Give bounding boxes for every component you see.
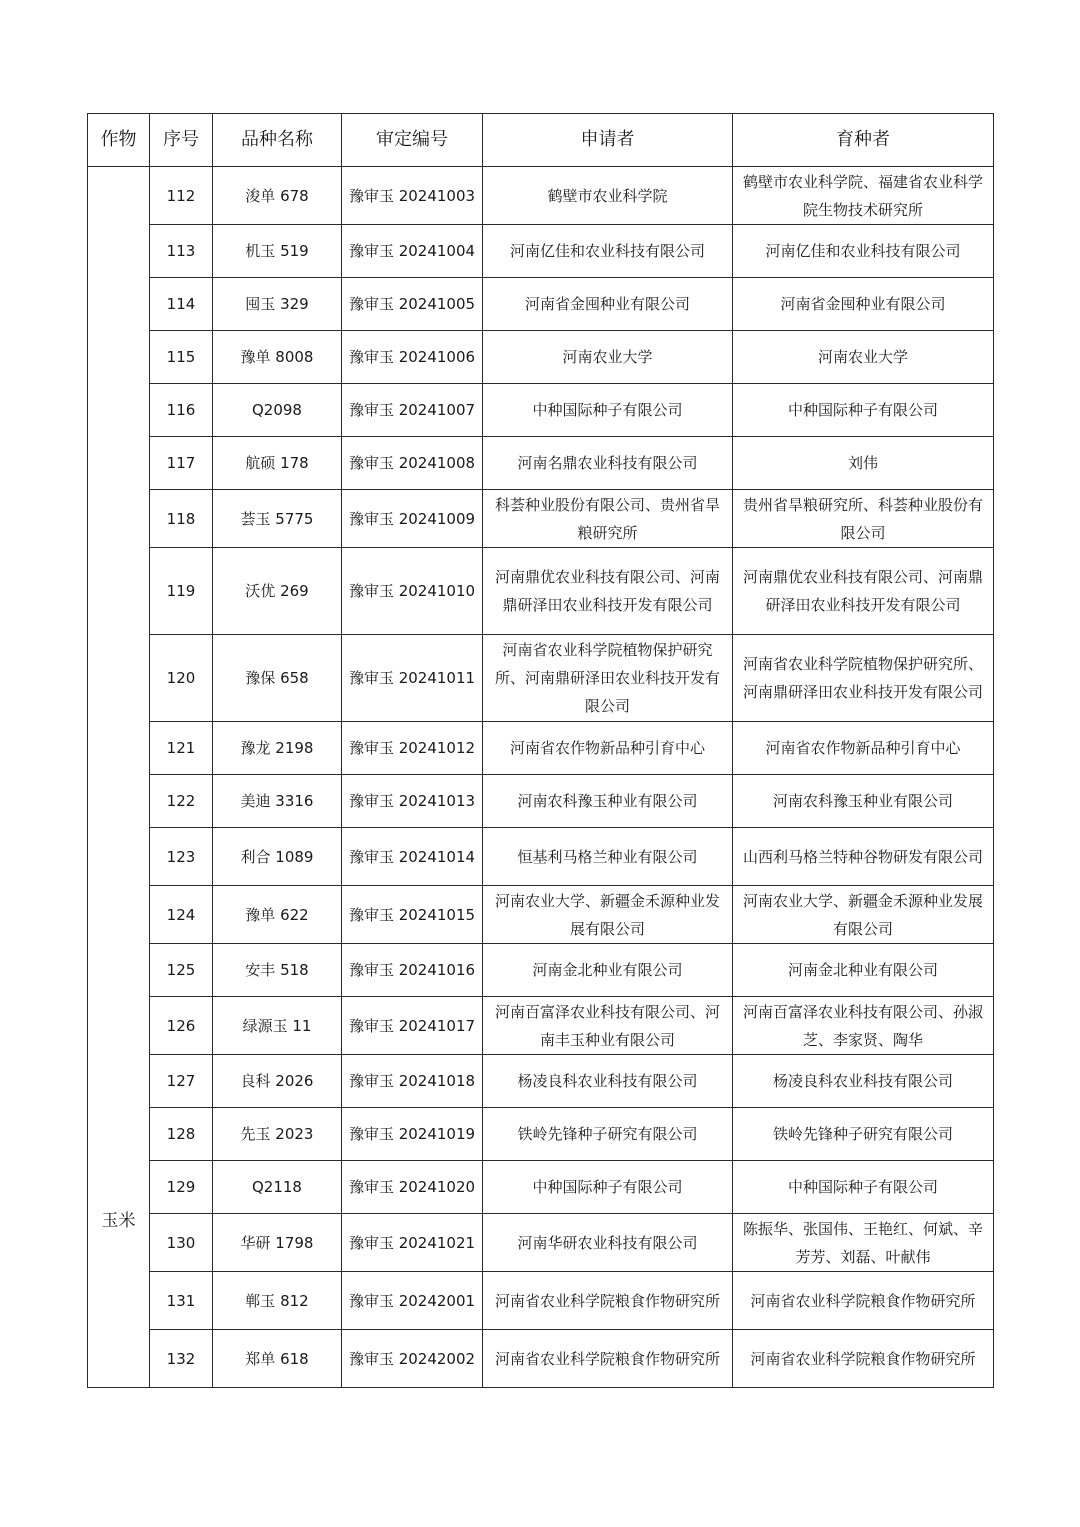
cell-applicant: 河南金北种业有限公司: [483, 944, 733, 997]
table-row: [88, 828, 994, 886]
table-row: [88, 1108, 994, 1161]
cell-breeder: 河南省金囤种业有限公司: [733, 278, 994, 331]
cell-variety-name: 航硕 178: [213, 437, 342, 490]
cell-serial-number: 120: [150, 635, 213, 722]
table-row: [88, 225, 994, 278]
cell-variety-name: 豫单 8008: [213, 331, 342, 384]
table-row: [88, 944, 994, 997]
cell-serial-number: 132: [150, 1330, 213, 1388]
cell-breeder: 中种国际种子有限公司: [733, 1161, 994, 1214]
table-row: [88, 167, 994, 225]
cell-variety-name: 良科 2026: [213, 1055, 342, 1108]
cell-approval-number: 豫审玉 20241013: [342, 775, 483, 828]
header-crop: 作物: [88, 114, 150, 167]
cell-serial-number: 119: [150, 548, 213, 635]
cell-approval-number: 豫审玉 20241004: [342, 225, 483, 278]
cell-applicant: 河南华研农业科技有限公司: [483, 1214, 733, 1272]
table-row: [88, 490, 994, 548]
cell-approval-number: 豫审玉 20241016: [342, 944, 483, 997]
cell-breeder: 杨凌良科农业科技有限公司: [733, 1055, 994, 1108]
cell-breeder: 铁岭先锋种子研究有限公司: [733, 1108, 994, 1161]
cell-approval-number: 豫审玉 20241005: [342, 278, 483, 331]
cell-approval-number: 豫审玉 20241015: [342, 886, 483, 944]
cell-applicant: 河南省金囤种业有限公司: [483, 278, 733, 331]
cell-applicant: 河南亿佳和农业科技有限公司: [483, 225, 733, 278]
cell-applicant: 铁岭先锋种子研究有限公司: [483, 1108, 733, 1161]
cell-approval-number: 豫审玉 20241021: [342, 1214, 483, 1272]
table-header-row: [88, 114, 994, 167]
table-row: [88, 548, 994, 635]
table-row: [88, 1161, 994, 1214]
cell-variety-name: 豫保 658: [213, 635, 342, 722]
cell-approval-number: 豫审玉 20242002: [342, 1330, 483, 1388]
cell-serial-number: 116: [150, 384, 213, 437]
cell-approval-number: 豫审玉 20241003: [342, 167, 483, 225]
cell-approval-number: 豫审玉 20241018: [342, 1055, 483, 1108]
cell-approval-number: 豫审玉 20241014: [342, 828, 483, 886]
cell-applicant: 河南农业大学、新疆金禾源种业发展有限公司: [483, 886, 733, 944]
cell-variety-name: 安丰 518: [213, 944, 342, 997]
cell-applicant: 科荟种业股份有限公司、贵州省旱粮研究所: [483, 490, 733, 548]
cell-breeder: 河南农业大学: [733, 331, 994, 384]
cell-serial-number: 129: [150, 1161, 213, 1214]
cell-applicant: 河南省农业科学院植物保护研究所、河南鼎研泽田农业科技开发有限公司: [483, 635, 733, 722]
header-applicant: 申请者: [483, 114, 733, 167]
cell-approval-number: 豫审玉 20241019: [342, 1108, 483, 1161]
cell-variety-name: 豫龙 2198: [213, 722, 342, 775]
cell-breeder: 河南亿佳和农业科技有限公司: [733, 225, 994, 278]
cell-variety-name: 绿源玉 11: [213, 997, 342, 1055]
cell-serial-number: 127: [150, 1055, 213, 1108]
header-variety-name: 品种名称: [213, 114, 342, 167]
cell-variety-name: 美迪 3316: [213, 775, 342, 828]
cell-applicant: 河南省农业科学院粮食作物研究所: [483, 1272, 733, 1330]
cell-variety-name: 浚单 678: [213, 167, 342, 225]
table-row: [88, 775, 994, 828]
cell-applicant: 河南农业大学: [483, 331, 733, 384]
cell-approval-number: 豫审玉 20241009: [342, 490, 483, 548]
cell-approval-number: 豫审玉 20241017: [342, 997, 483, 1055]
cell-breeder: 中种国际种子有限公司: [733, 384, 994, 437]
cell-applicant: 河南名鼎农业科技有限公司: [483, 437, 733, 490]
cell-serial-number: 126: [150, 997, 213, 1055]
cell-breeder: 山西利马格兰特种谷物研发有限公司: [733, 828, 994, 886]
table-row: [88, 886, 994, 944]
cell-applicant: 杨凌良科农业科技有限公司: [483, 1055, 733, 1108]
cell-applicant: 河南农科豫玉种业有限公司: [483, 775, 733, 828]
cell-approval-number: 豫审玉 20241006: [342, 331, 483, 384]
cell-breeder: 河南省农业科学院粮食作物研究所: [733, 1330, 994, 1388]
cell-serial-number: 113: [150, 225, 213, 278]
cell-serial-number: 124: [150, 886, 213, 944]
table-row: [88, 1055, 994, 1108]
cell-approval-number: 豫审玉 20241010: [342, 548, 483, 635]
table-row: [88, 1330, 994, 1388]
cell-serial-number: 128: [150, 1108, 213, 1161]
cell-variety-name: 华研 1798: [213, 1214, 342, 1272]
cell-breeder: 刘伟: [733, 437, 994, 490]
cell-applicant: 中种国际种子有限公司: [483, 384, 733, 437]
crop-cell-continued: [88, 167, 150, 1055]
cell-variety-name: 豫单 622: [213, 886, 342, 944]
cell-variety-name: 郸玉 812: [213, 1272, 342, 1330]
cell-approval-number: 豫审玉 20241020: [342, 1161, 483, 1214]
cell-applicant: 中种国际种子有限公司: [483, 1161, 733, 1214]
cell-breeder: 河南省农业科学院植物保护研究所、河南鼎研泽田农业科技开发有限公司: [733, 635, 994, 722]
cell-breeder: 河南百富泽农业科技有限公司、孙淑芝、李家贤、陶华: [733, 997, 994, 1055]
cell-variety-name: 利合 1089: [213, 828, 342, 886]
table-row: [88, 635, 994, 722]
cell-approval-number: 豫审玉 20241011: [342, 635, 483, 722]
cell-serial-number: 130: [150, 1214, 213, 1272]
cell-breeder: 河南鼎优农业科技有限公司、河南鼎研泽田农业科技开发有限公司: [733, 548, 994, 635]
cell-applicant: 鹤壁市农业科学院: [483, 167, 733, 225]
cell-applicant: 河南省农业科学院粮食作物研究所: [483, 1330, 733, 1388]
cell-serial-number: 115: [150, 331, 213, 384]
table-row: [88, 278, 994, 331]
variety-registry-table: [87, 113, 994, 1388]
cell-variety-name: 机玉 519: [213, 225, 342, 278]
cell-approval-number: 豫审玉 20242001: [342, 1272, 483, 1330]
table-body: [88, 167, 994, 1388]
cell-breeder: 河南农业大学、新疆金禾源种业发展有限公司: [733, 886, 994, 944]
cell-applicant: 河南鼎优农业科技有限公司、河南鼎研泽田农业科技开发有限公司: [483, 548, 733, 635]
cell-applicant: 河南百富泽农业科技有限公司、河南丰玉种业有限公司: [483, 997, 733, 1055]
cell-breeder: 鹤壁市农业科学院、福建省农业科学院生物技术研究所: [733, 167, 994, 225]
cell-breeder: 贵州省旱粮研究所、科荟种业股份有限公司: [733, 490, 994, 548]
cell-serial-number: 122: [150, 775, 213, 828]
cell-applicant: 恒基利马格兰种业有限公司: [483, 828, 733, 886]
cell-serial-number: 123: [150, 828, 213, 886]
cell-variety-name: 囤玉 329: [213, 278, 342, 331]
cell-approval-number: 豫审玉 20241012: [342, 722, 483, 775]
cell-approval-number: 豫审玉 20241008: [342, 437, 483, 490]
crop-name-cell: 玉米: [88, 1055, 150, 1388]
table-row: [88, 997, 994, 1055]
cell-serial-number: 114: [150, 278, 213, 331]
header-approval-number: 审定编号: [342, 114, 483, 167]
cell-variety-name: Q2118: [213, 1161, 342, 1214]
cell-serial-number: 121: [150, 722, 213, 775]
table-row: [88, 331, 994, 384]
cell-serial-number: 125: [150, 944, 213, 997]
table-row: [88, 1214, 994, 1272]
cell-breeder: 河南金北种业有限公司: [733, 944, 994, 997]
cell-breeder: 河南农科豫玉种业有限公司: [733, 775, 994, 828]
cell-approval-number: 豫审玉 20241007: [342, 384, 483, 437]
cell-serial-number: 117: [150, 437, 213, 490]
cell-breeder: 河南省农作物新品种引育中心: [733, 722, 994, 775]
header-serial-number: 序号: [150, 114, 213, 167]
table-row: [88, 437, 994, 490]
table-row: [88, 384, 994, 437]
table-row: [88, 1272, 994, 1330]
cell-variety-name: 郑单 618: [213, 1330, 342, 1388]
cell-applicant: 河南省农作物新品种引育中心: [483, 722, 733, 775]
cell-serial-number: 118: [150, 490, 213, 548]
header-breeder: 育种者: [733, 114, 994, 167]
cell-variety-name: 沃优 269: [213, 548, 342, 635]
cell-serial-number: 112: [150, 167, 213, 225]
cell-variety-name: 先玉 2023: [213, 1108, 342, 1161]
cell-breeder: 陈振华、张国伟、王艳红、何斌、辛芳芳、刘磊、叶献伟: [733, 1214, 994, 1272]
cell-serial-number: 131: [150, 1272, 213, 1330]
cell-variety-name: 荟玉 5775: [213, 490, 342, 548]
cell-variety-name: Q2098: [213, 384, 342, 437]
table-row: [88, 722, 994, 775]
cell-breeder: 河南省农业科学院粮食作物研究所: [733, 1272, 994, 1330]
